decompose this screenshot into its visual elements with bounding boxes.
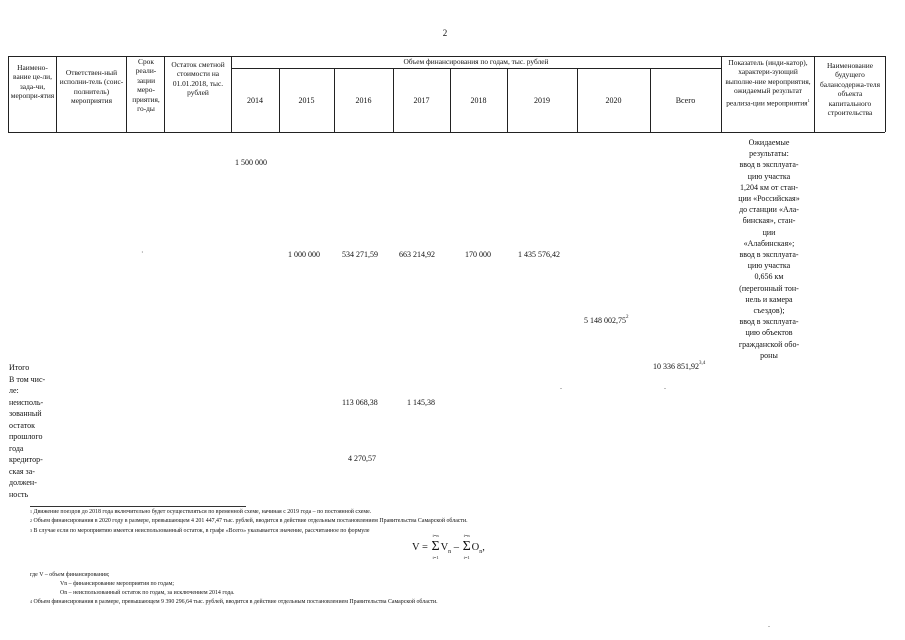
value-2018: 170 000 [465,250,491,259]
footnote-3: $^3$ В случае если по мероприятию имеется неиспользованный остаток, в графе «Всего» указывается значение, рассчитанное по формуле [30,528,370,534]
unused-2016: 113 068,38 [342,398,378,407]
where-vn: Vn – финансирование мероприятия по годам; [60,581,175,587]
year-2014: 2014 [247,96,263,105]
footnote-divider [30,506,246,507]
left-column: Итого В том чис- ле: неисполь- зованный остаток прошлого года кредитор- ская за- должен- ность [9,363,46,499]
header-balance: Остаток сметной стоимости на 01.01.2018, тыс. рублей [171,60,225,98]
header-term: Срок реали-зации меро-приятия, го-ды [132,57,160,114]
value-2014: 1 500 000 [235,158,267,167]
header-indicator: Показатель (инди-катор), характери-зующий выполне-ние мероприятия, ожидаемый результат реализа-ции мероприятия$^1$ [725,58,811,108]
header-holder: Наименование будущего балансодержа-теля объекта капитального строительства [820,61,880,118]
where-on: On – неиспользованный остаток по годам, за исключением 2014 года. [60,590,235,596]
where-v: где V – объем финансирования; [30,572,110,578]
value-2015: 1 000 000 [288,250,320,259]
formula: V = i=n Σ i=1 $V_n$ – i=n Σ i=1 $O_n$, [412,533,485,560]
year-2019: 2019 [534,96,550,105]
header-funding: Объем финансирования по годам, тыс. рублей [403,57,549,66]
year-2015: 2015 [298,96,315,105]
debt-2016: 4 270,57 [348,454,376,463]
footnote-1: $^1$ Движение поездов до 2018 года включительно будет осуществляться по временной схеме, начиная с 2019 года – по постоянной схеме. [30,509,372,515]
value-total: 10 336 851,92$^{3,4}$ [653,361,706,371]
year-2020: 2020 [605,96,622,105]
footnote-2: $^2$ Объем финансирования в 2020 году в размере, превышающем 4 201 447,47 тыс. рублей, вводится в действие отдельным постановлением Правительства Самарской области. [30,518,468,524]
unused-2017: 1 145,38 [407,398,435,407]
header-responsible: Ответствен-ный исполни-тель (соис-полнитель) мероприятия [59,68,124,106]
footnote-4: $^4$ Объем финансирования в размере, превышающем 9 390 296,64 тыс. рублей, вводится в действие отдельным постановлением Правительства Самарской области. [30,599,438,605]
year-total: Всего [675,96,696,105]
page-number: 2 [442,28,448,38]
year-2017: 2017 [413,96,430,105]
value-2020: 5 148 002,75$^2$ [584,315,629,325]
value-2016: 534 271,59 [342,250,378,259]
year-2018: 2018 [470,96,487,105]
indicator-text: Ожидаемые результаты: ввод в эксплуата- цию участка 1,204 км от стан- ции «Российская» до станции «Ала- бинская», стан- ции «Алабинская»; ввод в эксплуата- цию участка 0,656 км (перегонный тон- нель и камера съездов); ввод в эксплуата- цию объектов гражданской обо- роны [738,138,800,360]
value-2019: 1 435 576,42 [518,250,560,259]
value-2017: 663 214,92 [399,250,435,259]
header-goal: Наимено-вание це-ли, зада-чи, меропри-ятия [10,63,55,101]
year-2016: 2016 [355,96,372,105]
